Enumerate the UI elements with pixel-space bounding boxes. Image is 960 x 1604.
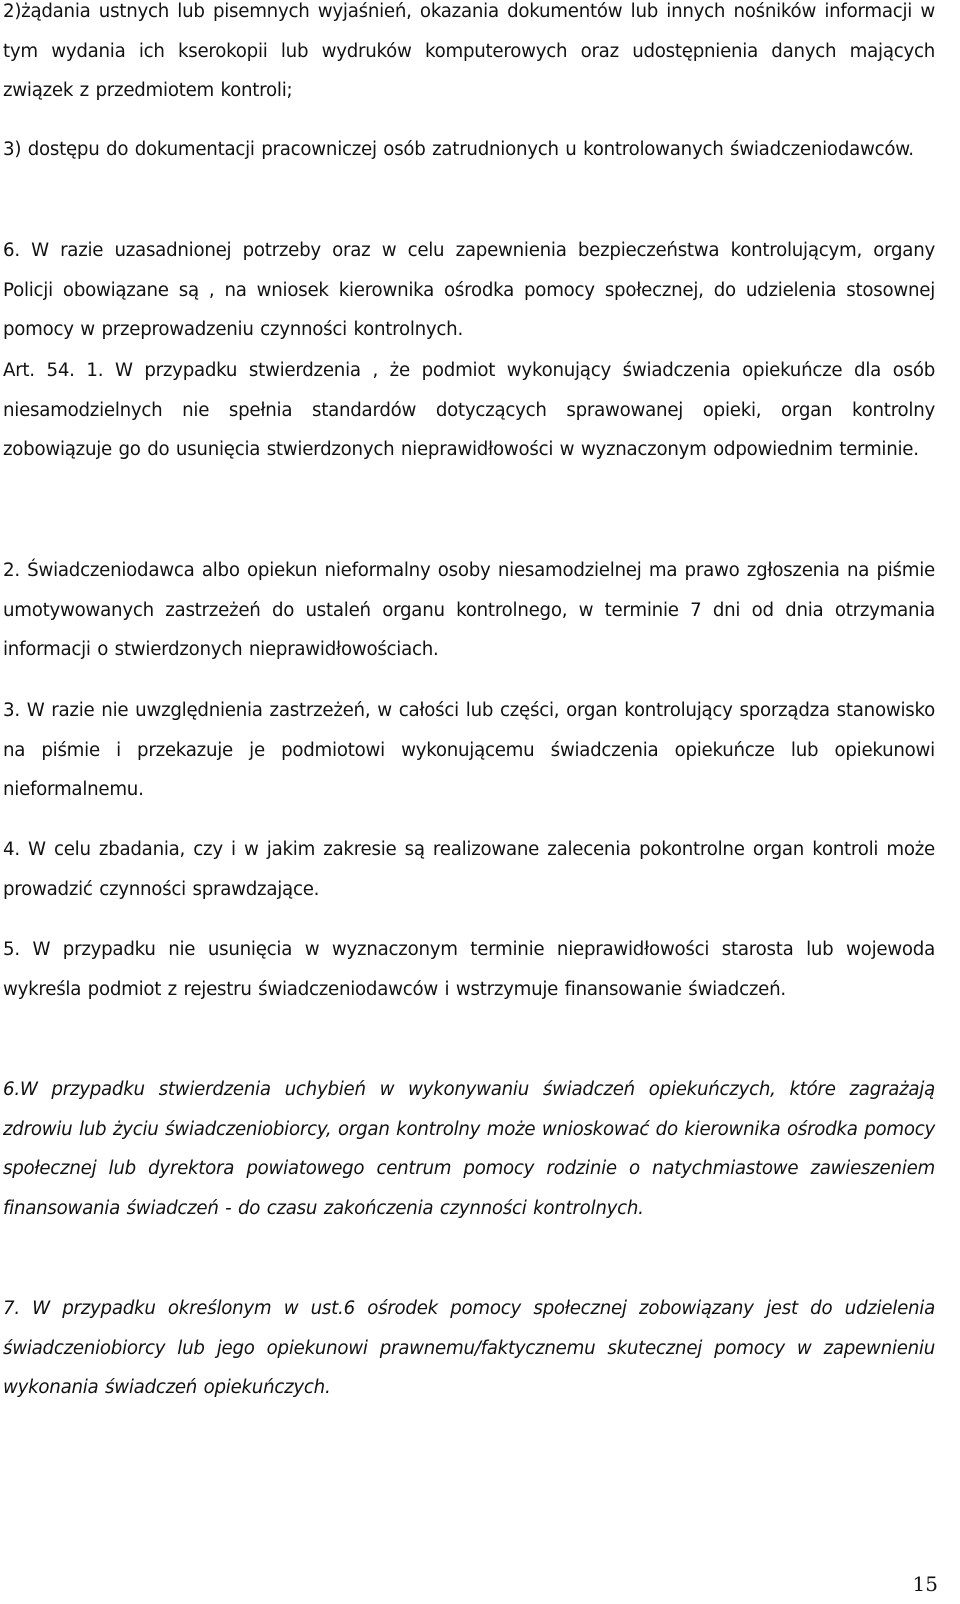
paragraph-art-54-2: 2. Świadczeniodawca albo opiekun nieformalny osoby niesamodzielnej ma prawo zgłoszenia na piśmie umotywowanych zastrzeżeń do ustaleń organu kontrolnego, w terminie 7 dni od dnia otrzymania informacji o stwierdzonych nieprawidłowościach. (3, 560, 935, 661)
paragraph-art-54-6: 6.W przypadku stwierdzenia uchybień w wykonywaniu świadczeń opiekuńczych, które zagrażają zdrowiu lub życiu świadczeniobiorcy, organ kontrolny może wnioskować do kierownika ośrodka pomocy społecznej lub dyrektora powiatowego centrum pomocy rodzinie o natychmiastowe zawieszeniem finansowania świadczeń - do czasu zakończenia czynności kontrolnych. (3, 1079, 935, 1219)
page-number: 15 (912, 1572, 938, 1596)
paragraph-art-54-4: 4. W celu zbadania, czy i w jakim zakresie są realizowane zalecenia pokontrolne organ kontroli może prowadzić czynności sprawdzające. (3, 839, 935, 900)
paragraph-art-54-7: 7. W przypadku określonym w ust.6 ośrodek pomocy społecznej zobowiązany jest do udzielenia świadczeniobiorcy lub jego opiekunowi prawnemu/faktycznemu skutecznej pomocy w zapewnieniu wykonania świadczeń opiekuńczych. (3, 1298, 935, 1399)
paragraph-art-54-3: 3. W razie nie uwzględnienia zastrzeżeń, w całości lub części, organ kontrolujący sporządza stanowisko na piśmie i przekazuje je podmiotowi wykonującemu świadczenia opiekuńcze lub opiekunowi nieformalnemu. (3, 700, 935, 801)
paragraph-6: 6. W razie uzasadnionej potrzeby oraz w celu zapewnienia bezpieczeństwa kontrolującym, organy Policji obowiązane są , na wniosek kierownika ośrodka pomocy społecznej, do udzielenia stosownej pomocy w przeprowadzeniu czynności kontrolnych. (3, 240, 935, 341)
paragraph-item-3: 3) dostępu do dokumentacji pracowniczej osób zatrudnionych u kontrolowanych świadczeniodawców. (3, 139, 914, 160)
paragraph-art-54-1: Art. 54. 1. W przypadku stwierdzenia , że podmiot wykonujący świadczenia opiekuńcze dla osób niesamodzielnych nie spełnia standardów dotyczących sprawowanej opieki, organ kontrolny zobowiązuje go do usunięcia stwierdzonych nieprawidłowości w wyznaczonym odpowiednim terminie. (3, 360, 935, 461)
paragraph-art-54-5: 5. W przypadku nie usunięcia w wyznaczonym terminie nieprawidłowości starosta lub wojewoda wykreśla podmiot z rejestru świadczeniodawców i wstrzymuje finansowanie świadczeń. (3, 939, 935, 1000)
paragraph-item-2: 2)żądania ustnych lub pisemnych wyjaśnień, okazania dokumentów lub innych nośników informacji w tym wydania ich kserokopii lub wydruków komputerowych oraz udostępnienia danych mających związek z przedmiotem kontroli; (3, 1, 935, 102)
